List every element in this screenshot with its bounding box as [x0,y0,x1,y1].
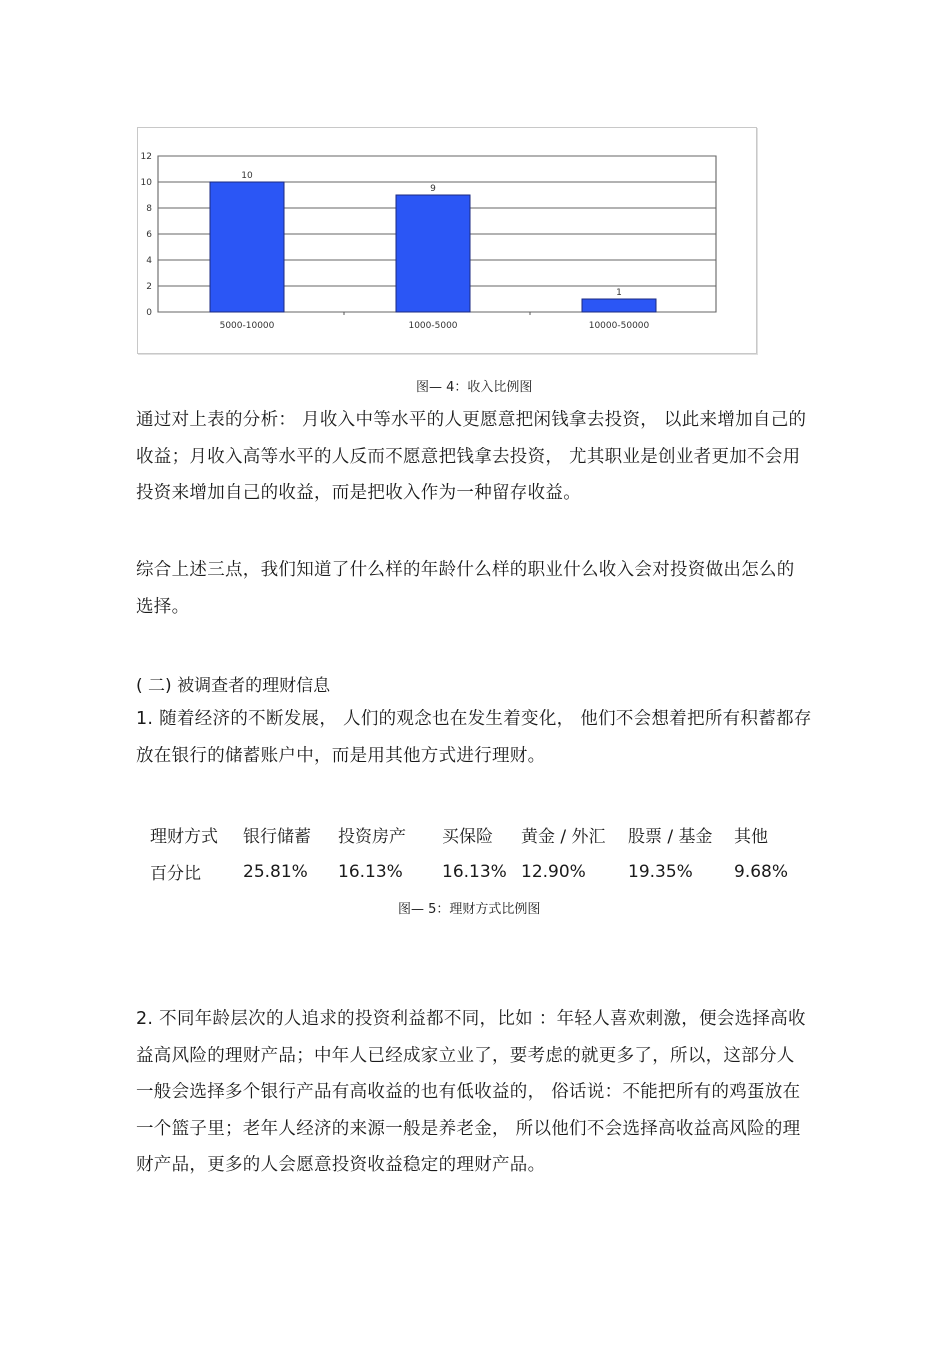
section-heading: ( 二) 被调查者的理财信息 [136,676,331,696]
table-cell: 投资房产 [338,827,406,847]
table-cell: 16.13% [442,861,507,882]
data-label: 10 [241,171,253,181]
y-tick-label: 0 [146,308,152,318]
table-cell: 12.90% [521,861,586,882]
chart-canvas [138,128,756,353]
text-line: 通过对上表的分析： 月收入中等水平的人更愿意把闲钱拿去投资， 以此来增加自己的 [136,410,807,430]
x-tick-label: 1000-5000 [408,321,458,331]
table-cell: 9.68% [734,861,789,882]
bar [396,195,470,312]
table-cell: 百分比 [150,864,201,884]
figure-5-caption: 图— 5：理财方式比例图 [398,902,541,917]
y-tick-label: 8 [146,204,152,214]
text-line: 综合上述三点，我们知道了什么样的年龄什么样的职业什么收入会对投资做出怎么的 [136,560,795,580]
table-cell: 16.13% [338,861,403,882]
text-line: 投资来增加自己的收益，而是把收入作为一种留存收益。 [136,483,581,503]
y-tick-label: 2 [146,282,152,292]
summary-paragraph [136,552,836,625]
point-1-paragraph [136,701,836,774]
text-line: 益高风险的理财产品；中年人已经成家立业了，要考虑的就更多了，所以，这部分人 [136,1045,795,1066]
bar [582,299,656,312]
y-tick-label: 10 [140,178,152,188]
table-cell: 买保险 [442,827,493,847]
x-tick-label: 5000-10000 [219,321,275,331]
text-line: 2. 不同年龄层次的人追求的投资利益都不同，比如 ：年轻人喜欢刺激，便会选择高收 [136,1009,806,1029]
table-row [137,853,794,890]
table-cell: 理财方式 [150,827,218,847]
data-label: 1 [616,288,622,298]
finance-method-table [137,816,794,890]
text-line: 1. 随着经济的不断发展， 人们的观念也在发生着变化， 他们不会想着把所有积蓄都存 [136,709,812,729]
text-line: 一个篮子里；老年人经济的来源一般是养老金， 所以他们不会选择高收益高风险的理 [136,1118,801,1139]
table-cell: 黄金 / 外汇 [521,827,606,847]
text-line: 选择。 [136,596,190,617]
y-tick-label: 4 [146,256,152,266]
text-line: 一般会选择多个银行产品有高收益的也有低收益的， 俗话说：不能把所有的鸡蛋放在 [136,1082,801,1102]
table-header-row [137,816,794,853]
table-cell: 19.35% [628,861,693,882]
table-cell: 股票 / 基金 [628,827,713,847]
x-tick-label: 10000-50000 [588,321,650,331]
text-line: 放在银行的储蓄账户中，而是用其他方式进行理财。 [136,745,546,766]
analysis-paragraph [136,402,836,512]
y-tick-label: 6 [146,230,152,240]
table-cell: 25.81% [243,861,308,882]
figure-4-caption: 图— 4：收入比例图 [416,380,533,395]
y-tick-label: 12 [140,152,152,162]
table-cell: 其他 [734,827,768,847]
bar [210,182,284,312]
data-label: 9 [430,184,436,194]
table-cell: 银行储蓄 [243,827,311,847]
text-line: 财产品，更多的人会愿意投资收益稳定的理财产品。 [136,1155,546,1175]
income-bar-chart [137,127,757,354]
point-2-paragraph [136,1001,836,1184]
text-line: 收益；月收入高等水平的人反而不愿意把钱拿去投资， 尤其职业是创业者更加不会用 [136,446,801,467]
